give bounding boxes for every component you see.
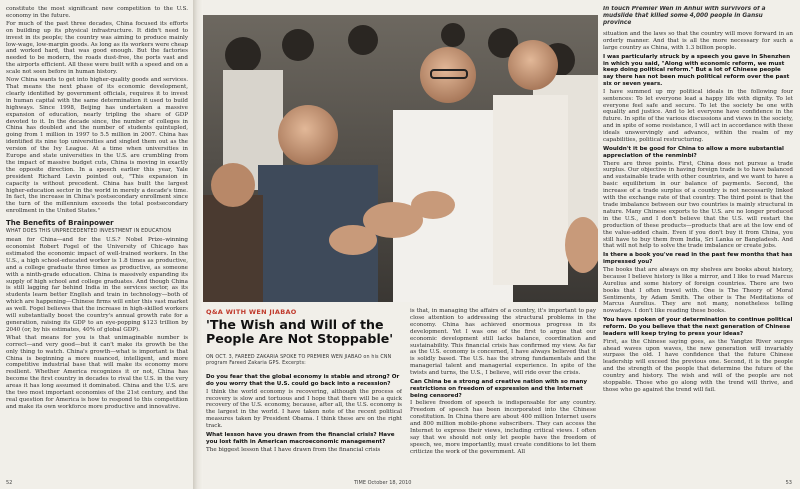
section-lead: WHAT DOES THIS UNPRECEDENTED INVESTMENT IN EDUCATION [6,229,172,235]
interview-question: What lesson have you drawn from the financial crisis? Have you lost faith in American macroeconomic management? [206,432,395,445]
interview-answer: There are three points. First, China does not pursue a trade surplus. Our objective in having foreign trade is to have balanced and sustainable trade with other countries, and we want to have a basic equilibrium in our balance of payments. Second, the increase of a trade surplus of a country is not necessarily linked with the exchange rate of that country. The third point is that the trade imbalance between our two countries is mainly structural in nature. Many Chinese exports to the U.S. are no longer produced in the U.S., and I don't believe that the U.S. will restart the production of these products—products that are at the low end of the value-added chain. Even if you don't buy it from China, you still have to buy them from India, Sri Lanka or Bangladesh. And that will not help to solve the trade imbalance or create jobs. [603,160,793,250]
page-number-right: 53 [785,480,792,486]
section-heading: The Benefits of Brainpower [6,219,114,228]
crowd-photo [203,15,598,302]
interview-answer: I think the world economy is recovering, although the process of recovery is slow and tortuous and I hope that there will be a quick recovery of the U.S. economy, because, after all, the U.S. economy is the largest in the world. I have taken note of the recent political measures taken by President Obama. I think these are on the right track. [206,388,402,430]
interview-column-1 [206,372,402,476]
interview-answer: First, as the Chinese saying goes, as the Yangtze River surges ahead waves upon waves, the new generation will invariably surpass the old. I have confidence that the future Chinese leadership will exceed the previous one. Second, it is the people and the strength of the people that determine the future of the country and history. The wish and will of the people are not stoppable. Those who go along with the trend will thrive, and those who go against the trend will fail. [603,338,793,393]
interview-column-2 [410,308,596,476]
interview-intro: ON OCT. 3, FAREED ZAKARIA SPOKE TO PREMIER WEN JIABAO on his CNN program Fareed Zakaria GPS. Excerpts: [206,355,392,366]
page-gutter [193,0,203,489]
photo-illustration [203,15,598,302]
interview-answer: is that, in managing the affairs of a country, it's important to pay close attention to addressing the structural problems in the economy. China has achieved enormous progress in its development. Yet I was one of the first to argue that our economic development still lacks balance, coordination and sustainability. This financial crisis has confirmed my view. As far as the U.S. economy is concerned, I have always believed that it is solidly based. The U.S. has the strong fundamentals and the managerial talent and managerial experience. In spite of the twists and turns, the U.S., I believe, will ride over the crisis. [410,308,596,377]
right-page-column [603,6,793,476]
interview-answer: The books that are always on my shelves are books about history, because I believe history is like a mirror, and I like to read Marcus Aurelius and some history of foreign countries. There are two books that I often travel with. One is The Theory of Moral Sentiments, by Adam Smith. The other is The Meditations of Marcus Aurelius. They are not many, nonetheless telling nowadays. I don't like reading these books. [603,266,793,315]
body-paragraph: Now China wants to get into higher-quality goods and services. That means the next phase of its economic development, clearly identified by government officials, requires it to invest in human capital with the same determination it used to build highways. Since 1998, Beijing has undertaken a massive expansion of education, nearly tripling the share of GDP devoted to it. In the decade since, the number of colleges in China has doubled and the number of students quintupled, going from 1 million in 1997 to 5.5 million in 2007. China has identified its nine top universities and singled them out as the version of the Ivy League. At a time when universities in Europe and state universities in the U.S. are crumbling from the impact of massive budget cuts, China is moving in exactly the opposite direction. In a speech earlier this year, Yale president Richard Levin pointed out, "This expansion in capacity is without precedent. China has built the largest higher-education sector in the world in merely a decade's time. In fact, the increase in China's postsecondary enrollment since the turn of the millennium exceeds the total postsecondary enrollment in the United States." [6,77,188,215]
body-paragraph: For much of the past three decades, China focused its efforts on building up its physical infrastructure. It didn't need to invest in its people; the country was aiming to produce mainly low-wage, low-margin goods. As long as its workers were cheap and worked hard, that was good enough. But the factories needed to be modern, the roads dust-free, the ports vast and the airports efficient. All these were built with a speed and on a scale not seen before in human history. [6,20,188,76]
left-page-column [6,6,188,476]
interview-question: Wouldn't it be good for China to allow a more substantial appreciation of the renminbi? [603,145,784,159]
interview-question: You have spoken of your determination to continue political reform. Do you believe that the next generation of Chinese leaders will keep trying to press your ideas? [603,317,793,337]
body-paragraph: What that means for you is that unimaginable number is correct—and very good—but it can't make its growth be the only thing to watch. China's growth—what is important is that China is beginning a more nuanced, intelligent, and more competitive industrial base that will make its economy more resilient. Whether America recognizes it or not, China has become the first country in decades to rival the U.S. in the very areas it has long assumed it dominated. China and the U.S. are the two most important economies of the 21st century, and the real question for America is how to respond to this competition and make its own workforce more productive and innovative. [6,334,188,410]
interview-question: Is there a book you've read in the past few months that has impressed you? [603,252,793,266]
interview-answer: I have summed up my political ideals in the following four sentences: To let everyone lead a happy life with dignity. To let everyone feel safe and secure. To let the society be one with equality and justice. And to let everyone have confidence in the future. In spite of the various discussions and views in the society, and in spite of some resistance, I will act in accordance with these ideals unswervingly and advance, within the realm of my capabilities, political restructuring. [603,88,793,144]
interview-answer: I believe freedom of speech is indispensable for any country. Freedom of speech has been incorporated into the Chinese constitution. In China there are about 400 million Internet users and 800 million mobile-phone subscribers. They can access the Internet to express their views, including critical views. I often say that we should not only let people have the freedom of speech, we, more importantly, must create conditions to let them criticize the work of the government. All [410,400,596,455]
qa-tag: Q&A WITH WEN JIABAO [206,308,297,316]
issue-footer: TIME October 18, 2010 [354,480,412,486]
interview-question: I was particularly struck by a speech you gave in Shenzhen in which you said, "Along with economic reform, we must keep doing political reform." But a lot of Chinese people say there has not been much political reform over the past six or seven years. [603,53,791,87]
page-number-left: 52 [6,480,13,486]
body-paragraph: constitute the most significant new competition to the U.S. economy in the future. [6,6,188,19]
interview-question: Can China be a strong and creative nation with so many restrictions on freedom of expression and the Internet being censored? [410,379,588,399]
interview-question: Do you fear that the global economy is stable and strong? Or do you worry that the U.S. could go back into a recession? [206,374,400,387]
interview-answer: situation and the laws so that the country will move forward in an orderly manner. And that is all the more necessary for such a large country as China, with 1.3 billion people. [603,31,793,51]
photo-caption: In touch Premier Wen in Anhui with survivors of a mudslide that killed some 4,000 people in Gansu province [603,6,766,26]
interview-headline: 'The Wish and Will of the People Are Not Stoppable' [206,317,394,346]
interview-answer: The biggest lesson that I have drawn from the financial crisis [206,446,381,453]
body-paragraph: mean for China—and for the U.S.? Nobel Prize–winning economist Robert Fogel of the University of Chicago has estimated the economic impact of well-trained workers. In the U.S., a high school-educated worker is 1.8 times as productive, and a college graduate three times as productive, as someone with a ninth-grade education. China is massively expanding its supply of high school and college graduates. And though China is still lagging far behind India in the services sector, as its students learn better English and train in technology—both of which are happening—Chinese firms will enter this vast market as well. Fogel believes that the increase in high-skilled workers will substantially boost the country's annual growth rate for a generation, raising its GDP to an eye-popping $123 trillion by 2040 (or, by his estimates, 40% of global GDP). [6,237,188,333]
